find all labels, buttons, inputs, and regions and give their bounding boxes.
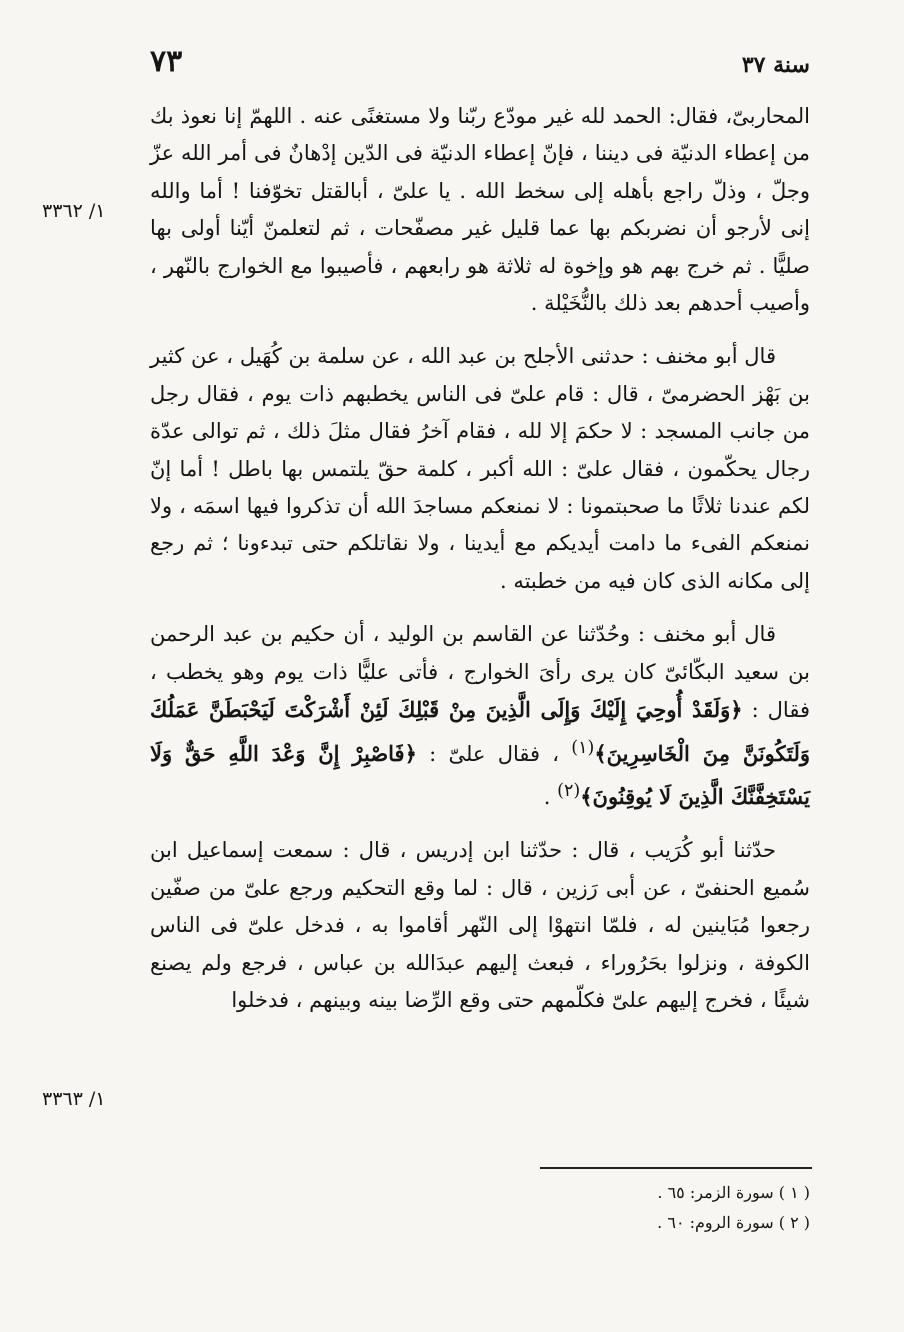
quran-verse: ﴿فَاصْبِرْ إِنَّ وَعْدَ اللَّهِ حَقٌّ وَلَا يَسْتَخِفَّنَّكَ الَّذِينَ لَا يُوقِنُونَ﴾	[150, 740, 810, 809]
running-head-year: سنة ٣٧	[741, 52, 810, 78]
footnote: ( ١ ) سورة الزمر: ٦٥ .	[657, 1183, 810, 1202]
paragraph: المحاربىّ، فقال: الحمد لله غير مودّع ربّنا ولا مستغنًى عنه . اللهمّ إنا نعوذ بك من إعطاء الدنيّة فى ديننا ، فإنّ إعطاء الدنيّة فى الدّين إدْهانٌ فى أمر الله عزّ وجلّ ، وذلّ راجع بأهله إلى سخط الله . يا علىّ ، أبالقتل تخوّفنا ! أما والله إنى لأرجو أن نضربكم بها عما قليل غير مصفّحات ، ثم لتعلمنّ أيّنا أولى بها صليًّا . ثم خرج بهم هو وإخوة له ثلاثة هو رابعهم ، فأصيبوا مع الخوارج بالنّهر ، وأصيب أحدهم بعد ذلك بالنُّخَيْلة .	[150, 104, 810, 316]
paragraph-end: .	[543, 784, 551, 809]
quran-verse: ﴿وَلَقَدْ أُوحِيَ إِلَيْكَ وَإِلَى الَّذِينَ مِنْ قَبْلِكَ لَئِنْ أَشْرَكْتَ لَيَحْبَطَنَّ عَمَلُكَ وَلَتَكُونَنَّ مِنَ الْخَاسِرِينَ﴾	[150, 697, 811, 766]
paragraph-middle: ، فقال علىّ :	[429, 741, 560, 766]
margin-reference: ١/ ٣٣٦٣	[42, 1088, 106, 1110]
footnote-separator	[540, 1167, 812, 1169]
paragraph: حدّثنا أبو كُرَيب ، قال : حدّثنا ابن إدريس ، قال : سمعت إسماعيل ابن سُميع الحنفىّ ، عن أبى رَزين ، قال : لما وقع التحكيم ورجع علىّ من صفّين رجعوا مُبَاينين له ، فلمّا انتهوْا إلى النّهر أقاموا به ، فدخل علىّ فى الناس الكوفة ، ونزلوا بحَرُوراء ، فبعث إليهم عبدَالله بن عباس ، فرجع ولم يصنع شيئًا ، فخرج إليهم علىّ فكلّمهم حتى وقع الرِّضا بينه وبينهم ، فدخلوا	[150, 838, 810, 1012]
margin-reference: ١/ ٣٣٦٢	[42, 200, 106, 222]
footnote-marker: (٢)	[557, 780, 581, 801]
paragraph-intro: قال أبو مخنف : وحُدّثنا عن القاسم بن الوليد ، أن حكيم بن عبد الرحمن بن سعيد البكّائىّ كان يرى رأىَ الخوارج ، فأتى عليًّا ذات يوم وهو يخطب ، فقال :	[150, 622, 810, 723]
footnote: ( ٢ ) سورة الروم: ٦٠ .	[657, 1213, 810, 1232]
page-number: ٧٣	[150, 44, 183, 79]
footnotes	[657, 1178, 810, 1238]
paragraph: قال أبو مخنف : حدثنى الأجلح بن عبد الله ، عن سلمة بن كُهَيل ، عن كثير بن بَهْز الحضرمىّ ، قال : قام علىّ فى الناس يخطبهم ذات يوم ، فقال رجل من جانب المسجد : لا حكمَ إلا لله ، فقام آخرُ فقال مثلَ ذلك ، ثم توالى عدّة رجال يحكّمون ، فقال علىّ : الله أكبر ، كلمة حقّ يلتمس بها باطل ! أما إنّ لكم عندنا ثلاثًا ما صحبتمونا : لا نمنعكم مساجدَ الله أن تذكروا فيها اسمَه ، ولا نمنعكم الفىء ما دامت أيديكم مع أيدينا ، ولا نقاتلكم حتى تبدءونا ؛ ثم رجع إلى مكانه الذى كان فيه من خطبته .	[150, 344, 810, 593]
paragraph	[150, 616, 810, 816]
page-header	[150, 44, 810, 84]
footnote-marker: (١)	[571, 737, 595, 758]
main-text	[150, 98, 810, 1035]
